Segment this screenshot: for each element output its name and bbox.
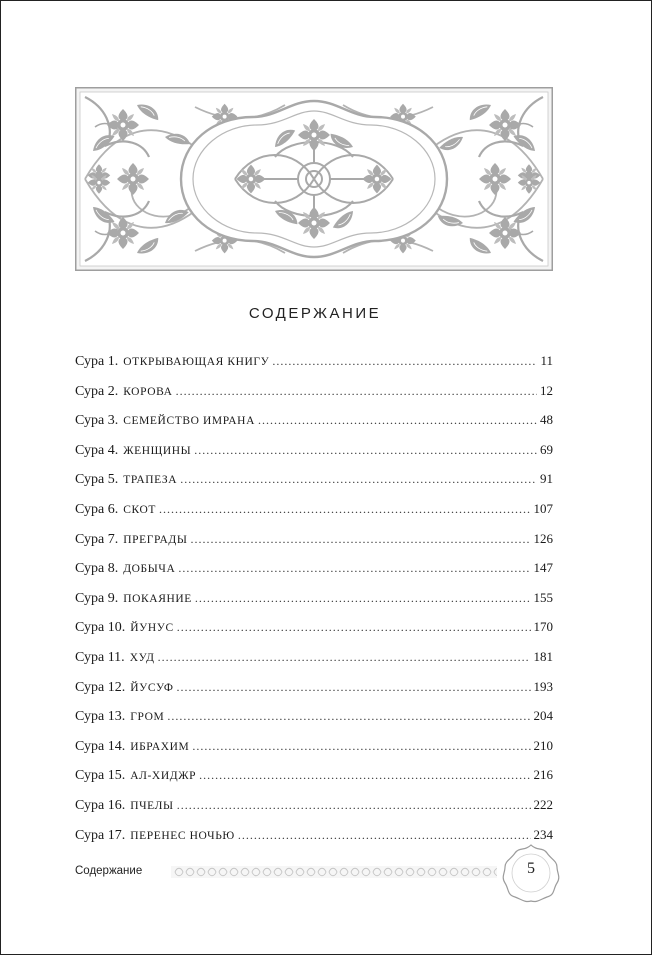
- toc-sura-number: Сура 7.: [75, 531, 119, 547]
- toc-sura-name: ЙУСУФ: [130, 681, 174, 694]
- toc-entry[interactable]: [75, 350, 553, 380]
- toc-leader-dots: [176, 380, 537, 402]
- toc-sura-name: ОТКРЫВАЮЩАЯ КНИГУ: [123, 356, 270, 368]
- toc-sura-number: Сура 12.: [75, 679, 126, 695]
- toc-sura-number: Сура 13.: [75, 709, 126, 725]
- toc-page-number: 210: [533, 737, 553, 753]
- toc-leader-dots: [199, 764, 530, 786]
- toc-page-number: 234: [533, 826, 553, 842]
- toc-sura-name: ПОКАЯНИЕ: [123, 592, 192, 605]
- toc-sura-name: ИБРАХИМ: [130, 740, 190, 753]
- toc-sura-number: Сура 8.: [75, 561, 119, 577]
- arabesque-ornament-icon: [75, 87, 553, 271]
- toc-sura-number: Сура 1.: [75, 354, 119, 369]
- toc-entry[interactable]: [75, 616, 553, 646]
- toc-page-number: 193: [533, 678, 553, 694]
- toc-sura-number: Сура 17.: [75, 827, 126, 843]
- toc-leader-dots: [178, 557, 530, 579]
- toc-page-number: 69: [540, 441, 553, 457]
- toc-leader-dots: [272, 350, 537, 372]
- toc-leader-dots: [238, 824, 531, 846]
- toc-leader-dots: [180, 468, 537, 490]
- toc-page-number: 48: [540, 412, 553, 428]
- toc-entry[interactable]: [75, 409, 553, 439]
- toc-sura-name: ПРЕГРАДЫ: [123, 533, 188, 546]
- toc-leader-dots: [194, 439, 537, 461]
- toc-leader-dots: [190, 528, 530, 550]
- toc-entry[interactable]: [75, 824, 553, 854]
- toc-sura-number: Сура 5.: [75, 472, 119, 488]
- toc-sura-name: ПЕРЕНЕС НОЧЬЮ: [130, 829, 235, 842]
- toc-leader-dots: [258, 409, 537, 431]
- toc-page-number: 170: [533, 619, 553, 635]
- toc-sura-number: Сура 16.: [75, 797, 126, 813]
- toc-list: [75, 350, 553, 853]
- toc-page-number: 12: [540, 382, 553, 398]
- toc-page-number: 107: [533, 500, 553, 516]
- toc-leader-dots: [195, 587, 531, 609]
- toc-sura-number: Сура 11.: [75, 649, 125, 665]
- toc-sura-name: ДОБЫЧА: [123, 563, 176, 576]
- toc-sura-name: АЛ-ХИДЖР: [130, 770, 197, 783]
- toc-page-number: 147: [533, 560, 553, 576]
- toc-page-number: 216: [533, 767, 553, 783]
- toc-sura-name: КОРОВА: [123, 385, 173, 398]
- page-number: 5: [527, 860, 535, 877]
- toc-entry[interactable]: [75, 498, 553, 528]
- toc-sura-name: ПЧЕЛЫ: [130, 799, 174, 812]
- toc-sura-number: Сура 9.: [75, 590, 119, 606]
- toc-sura-name: ТРАПЕЗА: [123, 474, 178, 487]
- toc-entry[interactable]: [75, 705, 553, 735]
- toc-leader-dots: [158, 646, 531, 668]
- toc-sura-name: СЕМЕЙСТВО ИМРАНА: [123, 415, 255, 428]
- toc-page-number: 155: [533, 589, 553, 605]
- toc-page-number: 126: [533, 530, 553, 546]
- toc-leader-dots: [167, 705, 530, 727]
- toc-entry[interactable]: [75, 468, 553, 498]
- toc-entry[interactable]: [75, 380, 553, 410]
- toc-sura-name: СКОТ: [123, 503, 156, 516]
- toc-page-number: 91: [540, 471, 553, 487]
- toc-sura-name: ХУД: [129, 651, 155, 664]
- toc-sura-name: ГРОМ: [130, 711, 165, 724]
- toc-page-number: 181: [533, 648, 553, 664]
- toc-entry[interactable]: [75, 587, 553, 617]
- toc-leader-dots: [192, 735, 530, 757]
- toc-sura-number: Сура 15.: [75, 768, 126, 784]
- toc-leader-dots: [177, 616, 531, 638]
- toc-entry[interactable]: [75, 794, 553, 824]
- toc-page-number: 204: [533, 708, 553, 724]
- toc-sura-number: Сура 2.: [75, 383, 119, 399]
- toc-leader-dots: [159, 498, 531, 520]
- toc-leader-dots: [177, 794, 531, 816]
- footer-section-label: Содержание: [75, 865, 143, 877]
- footer-ornament-band-icon: [171, 863, 497, 881]
- toc-entry[interactable]: [75, 646, 553, 676]
- toc-sura-number: Сура 6.: [75, 501, 119, 517]
- toc-entry[interactable]: [75, 676, 553, 706]
- toc-page-number: 222: [533, 796, 553, 812]
- toc-page-number: 11: [540, 353, 553, 368]
- toc-sura-name: ЖЕНЩИНЫ: [123, 444, 192, 457]
- toc-entry[interactable]: [75, 557, 553, 587]
- toc-title: СОДЕРЖАНИЕ: [248, 305, 382, 322]
- toc-sura-number: Сура 10.: [75, 620, 126, 636]
- toc-sura-number: Сура 4.: [75, 442, 119, 458]
- toc-entry[interactable]: [75, 764, 553, 794]
- toc-sura-name: ЙУНУС: [130, 622, 174, 635]
- toc-entry[interactable]: [75, 439, 553, 469]
- toc-entry[interactable]: [75, 528, 553, 558]
- toc-sura-number: Сура 14.: [75, 738, 126, 754]
- toc-entry[interactable]: [75, 735, 553, 765]
- toc-leader-dots: [177, 676, 531, 698]
- toc-sura-number: Сура 3.: [75, 413, 119, 429]
